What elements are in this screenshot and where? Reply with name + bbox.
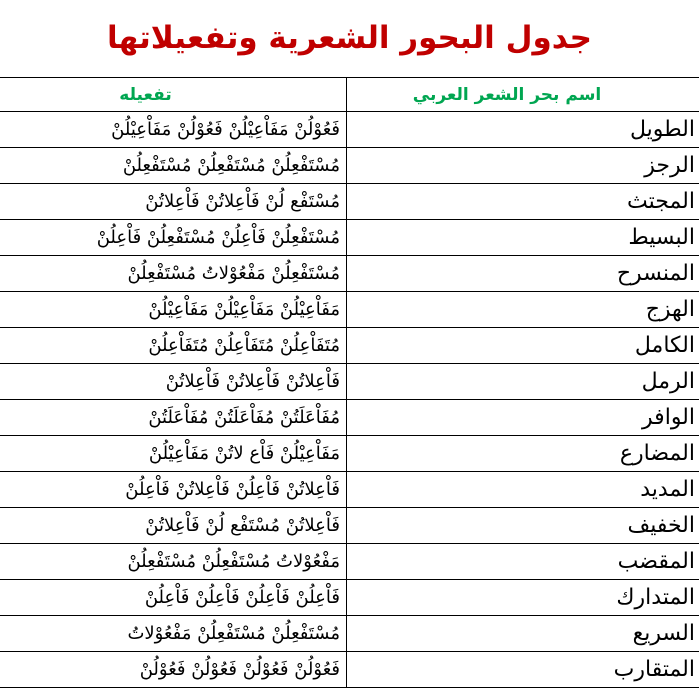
meter-name: المقضب	[347, 544, 699, 580]
meter-pattern: فَاْعِلُنْ فَاْعِلُنْ فَاْعِلُنْ فَاْعِلُنْ	[0, 580, 347, 616]
meter-name: المتدارك	[347, 580, 699, 616]
meter-name: الرمل	[347, 364, 699, 400]
meter-name: السريع	[347, 616, 699, 652]
meter-name: الخفيف	[347, 508, 699, 544]
table-row	[0, 544, 699, 580]
table-row	[0, 292, 699, 328]
table-row	[0, 148, 699, 184]
meter-pattern: مَفَاْعِيْلُنْ مَفَاْعِيْلُنْ مَفَاْعِيْلُنْ	[0, 292, 347, 328]
meter-pattern: فَاْعِلاتُنْ مُسْتَفْع لُنْ فَاْعِلاتُنْ	[0, 508, 347, 544]
table-header	[0, 78, 699, 112]
meter-name: المتقارب	[347, 652, 699, 688]
meter-pattern: مُسْتَفْعِلُنْ مُسْتَفْعِلُنْ مُسْتَفْعِلُنْ	[0, 148, 347, 184]
table-row	[0, 436, 699, 472]
table-row	[0, 652, 699, 688]
table-row	[0, 220, 699, 256]
header-pattern: تفعيله	[0, 78, 347, 112]
meter-name: الطويل	[347, 112, 699, 148]
meter-pattern: مُسْتَفْعِلُنْ مُسْتَفْعِلُنْ مَفْعُوْلاتُ	[0, 616, 347, 652]
table-row	[0, 112, 699, 148]
meter-pattern: فَعُوْلُنْ مَفَاْعِيْلُنْ فَعُوْلُنْ مَفَاْعِيْلُنْ	[0, 112, 347, 148]
header-meter-name: اسم بحر الشعر العربي	[347, 78, 699, 112]
meter-pattern: مَفَاْعِيْلُنْ فَاْع لاتُنْ مَفَاْعِيْلُنْ	[0, 436, 347, 472]
meter-pattern: مُسْتَفْعِلُنْ مَفْعُوْلاتُ مُسْتَفْعِلُنْ	[0, 256, 347, 292]
meter-name: الوافر	[347, 400, 699, 436]
meter-pattern: مُفَاْعَلَتُنْ مُفَاْعَلَتُنْ مُفَاْعَلَتُنْ	[0, 400, 347, 436]
meter-pattern: فَاْعِلاتُنْ فَاْعِلاتُنْ فَاْعِلاتُنْ	[0, 364, 347, 400]
table-row	[0, 184, 699, 220]
meter-name: المجتث	[347, 184, 699, 220]
meter-pattern: مُتَفَاْعِلُنْ مُتَفَاْعِلُنْ مُتَفَاْعِلُنْ	[0, 328, 347, 364]
meter-name: المديد	[347, 472, 699, 508]
table-row	[0, 364, 699, 400]
meter-name: الرجز	[347, 148, 699, 184]
header-row	[0, 78, 699, 112]
table-row	[0, 616, 699, 652]
table-row	[0, 400, 699, 436]
table-row	[0, 328, 699, 364]
meter-pattern: مَفْعُوْلاتُ مُسْتَفْعِلُنْ مُسْتَفْعِلُنْ	[0, 544, 347, 580]
meter-name: الكامل	[347, 328, 699, 364]
meter-pattern: مُسْتَفْعِلُنْ فَاْعِلُنْ مُسْتَفْعِلُنْ فَاْعِلُنْ	[0, 220, 347, 256]
meter-name: الهزج	[347, 292, 699, 328]
table-row	[0, 580, 699, 616]
meter-name: البسيط	[347, 220, 699, 256]
meter-name: المنسرح	[347, 256, 699, 292]
table-row	[0, 508, 699, 544]
table-row	[0, 472, 699, 508]
table-body	[0, 112, 699, 688]
meter-pattern: فَعُوْلُنْ فَعُوْلُنْ فَعُوْلُنْ فَعُوْلُنْ	[0, 652, 347, 688]
meter-pattern: فَاْعِلاتُنْ فَاْعِلُنْ فَاْعِلاتُنْ فَاْعِلُنْ	[0, 472, 347, 508]
meter-name: المضارع	[347, 436, 699, 472]
poetic-meters-table	[0, 77, 699, 688]
page-title: جدول البحور الشعرية وتفعيلاتها	[0, 8, 699, 68]
table-row	[0, 256, 699, 292]
meter-pattern: مُسْتَفْع لُنْ فَاْعِلاتُنْ فَاْعِلاتُنْ	[0, 184, 347, 220]
